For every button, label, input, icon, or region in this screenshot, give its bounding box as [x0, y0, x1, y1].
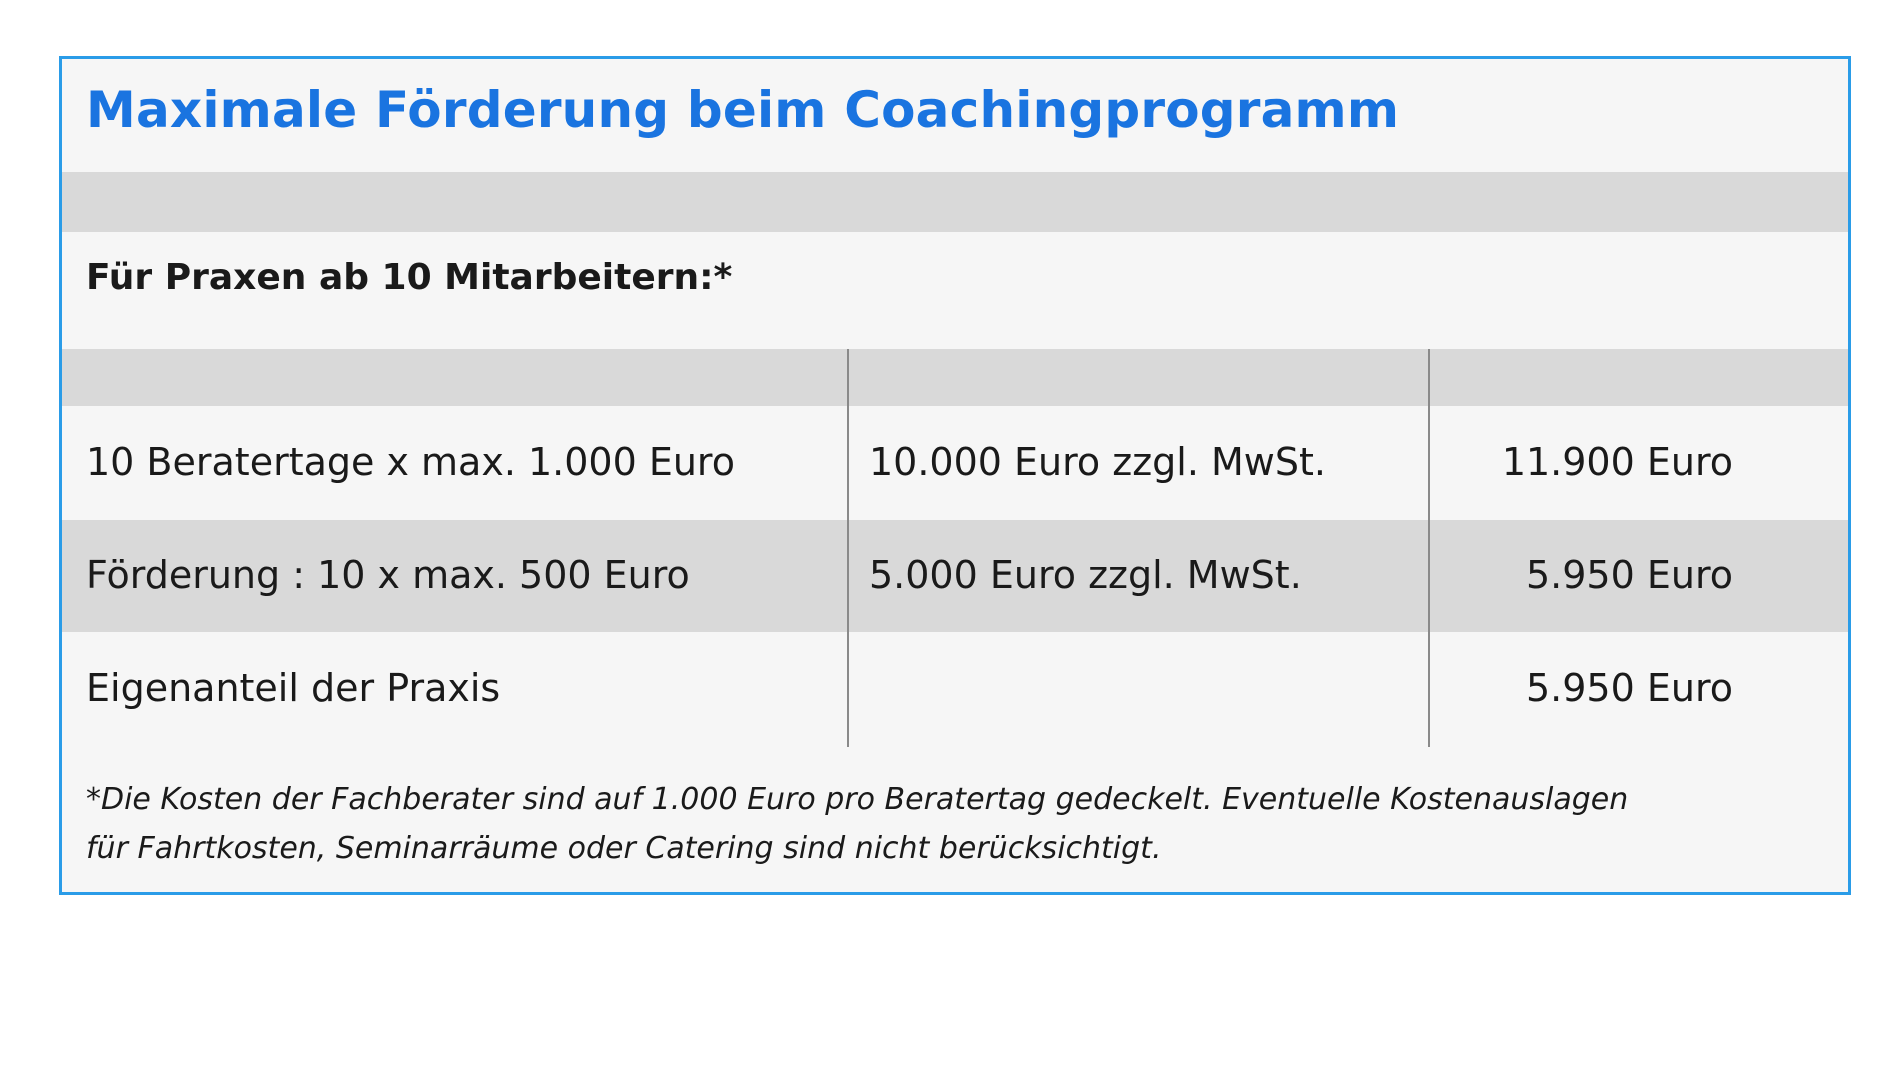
table-header-band	[62, 349, 1848, 406]
row-gross-amount: 11.900 Euro	[1501, 440, 1733, 484]
row-label: Förderung : 10 x max. 500 Euro	[86, 553, 690, 597]
funding-info-box	[59, 56, 1851, 895]
row-net-amount: 5.000 Euro zzgl. MwSt.	[869, 553, 1302, 597]
row-net-amount: 10.000 Euro zzgl. MwSt.	[869, 440, 1326, 484]
row-gross-amount: 5.950 Euro	[1526, 553, 1733, 597]
column-divider	[1428, 349, 1430, 747]
box-title: Maximale Förderung beim Coachingprogramm	[86, 81, 1400, 139]
footnote-line: *Die Kosten der Fachberater sind auf 1.000 Euro pro Beratertag gedeckelt. Eventuelle Kostenauslagen	[86, 782, 1629, 817]
row-label: 10 Beratertage x max. 1.000 Euro	[86, 440, 735, 484]
footnote	[86, 775, 1628, 873]
header-band	[62, 172, 1848, 232]
row-label: Eigenanteil der Praxis	[86, 666, 501, 710]
footnote-line: für Fahrtkosten, Seminarräume oder Catering sind nicht berücksichtigt.	[86, 831, 1162, 866]
column-divider	[847, 349, 849, 747]
section-subtitle: Für Praxen ab 10 Mitarbeitern:*	[86, 257, 733, 298]
row-gross-amount: 5.950 Euro	[1526, 666, 1733, 710]
